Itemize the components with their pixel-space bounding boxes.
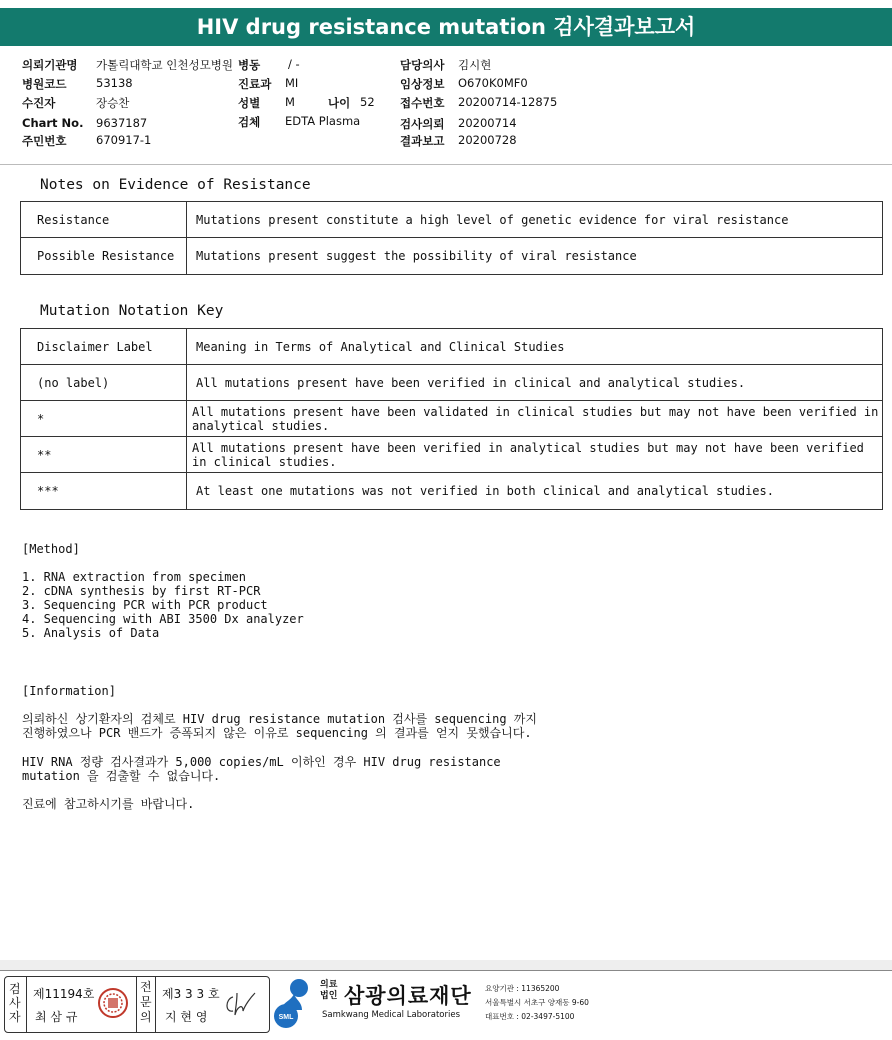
receipt-value: 20200714-12875 — [458, 95, 558, 109]
org-phone: 대표번호 : 02-3497-5100 — [485, 1012, 575, 1021]
notes-row-text: Mutations present constitute a high level of genetic evidence for viral resistance — [187, 202, 883, 238]
key-row-text: All mutations present have been verified in analytical studies but may not have been verified in clinical studies. — [187, 437, 883, 473]
sex-label: 성별 — [238, 96, 261, 110]
specialist-license: 제3 3 3 호 — [162, 987, 220, 1001]
org-prefix-1: 의료 — [320, 980, 338, 990]
sex-value: M — [285, 95, 295, 109]
org-address: 서울특별시 서초구 양재동 9-60 — [485, 998, 589, 1007]
key-row-label: (no label) — [21, 365, 187, 401]
clinical-label: 임상정보 — [400, 77, 445, 91]
table-row — [21, 401, 883, 437]
notes-row-text: Mutations present suggest the possibility of viral resistance — [187, 238, 883, 275]
report-value: 20200728 — [458, 133, 517, 147]
patient-label: 수진자 — [22, 96, 56, 110]
chart-label: Chart No. — [22, 116, 84, 130]
information-heading: [Information] — [22, 684, 116, 698]
key-row-label: ** — [21, 437, 187, 473]
org-prefix-2: 법인 — [320, 991, 338, 1001]
receipt-label: 접수번호 — [400, 96, 445, 110]
table-row — [21, 329, 883, 365]
sml-logo-icon — [272, 976, 316, 1036]
notes-title: Notes on Evidence of Resistance — [40, 177, 311, 193]
notes-row-label: Resistance — [21, 202, 187, 238]
table-row — [21, 437, 883, 473]
key-row-text: All mutations present have been validated in clinical studies but may not have been verified in analytical studies. — [187, 401, 883, 437]
hospital-value: 가톨릭대학교 인천성모병원 — [96, 58, 233, 72]
notes-table — [20, 201, 883, 275]
notes-row-label: Possible Resistance — [21, 238, 187, 275]
logo-text: SML — [278, 1014, 294, 1021]
information-paragraph: 의뢰하신 상기환자의 검체로 HIV drug resistance mutation 검사를 sequencing 까지 진행하였으나 PCR 밴드가 증폭되지 않은 이유로 sequencing 의 결과를 얻지 못했습니다. — [22, 712, 537, 741]
examiner-label: 검사자 — [9, 982, 21, 1024]
code-label: 병원코드 — [22, 77, 67, 91]
ward-label: 병동 — [238, 58, 261, 72]
doctor-value: 김시현 — [458, 58, 492, 72]
seal-stamp — [97, 987, 129, 1019]
footer-divider — [0, 970, 892, 971]
key-row-label: * — [21, 401, 187, 437]
specialist-name: 지 현 영 — [165, 1010, 208, 1024]
examiner-license: 제11194호 — [33, 987, 95, 1001]
key-row-text: All mutations present have been verified in clinical and analytical studies. — [187, 365, 883, 401]
specimen-value: EDTA Plasma — [285, 114, 361, 128]
key-table — [20, 328, 883, 510]
code-value: 53138 — [96, 76, 133, 90]
id-label: 주민번호 — [22, 134, 67, 148]
method-item: 3. Sequencing PCR with PCR product — [22, 598, 268, 612]
ward-value: / - — [288, 57, 300, 71]
report-title: HIV drug resistance mutation 검사결과보고서 — [0, 8, 892, 46]
dept-label: 진료과 — [238, 77, 272, 91]
key-row-text: Meaning in Terms of Analytical and Clinical Studies — [187, 329, 883, 365]
org-name: 삼광의료재단 — [344, 984, 472, 1008]
patient-value: 장승찬 — [96, 96, 130, 110]
doctor-label: 담당의사 — [400, 58, 445, 72]
table-row — [21, 238, 883, 275]
dept-value: MI — [285, 76, 299, 90]
key-row-text: At least one mutations was not verified in both clinical and analytical studies. — [187, 473, 883, 510]
org-english-name: Samkwang Medical Laboratories — [322, 1010, 461, 1020]
footer-band — [0, 960, 892, 970]
method-item: 4. Sequencing with ABI 3500 Dx analyzer — [22, 612, 304, 626]
table-row — [21, 473, 883, 510]
request-value: 20200714 — [458, 116, 517, 130]
examiner-name: 최 삼 규 — [35, 1010, 78, 1024]
information-paragraph: HIV RNA 정량 검사결과가 5,000 copies/mL 이하인 경우 HIV drug resistance mutation 을 검출할 수 없습니다. — [22, 755, 501, 784]
report-label: 결과보고 — [400, 134, 445, 148]
specimen-label: 검체 — [238, 115, 261, 129]
key-title: Mutation Notation Key — [40, 303, 224, 319]
signature-icon — [223, 989, 261, 1023]
age-label: 나이 — [328, 96, 351, 110]
header-divider — [0, 164, 892, 165]
key-row-label: *** — [21, 473, 187, 510]
specialist-label: 전문의 — [140, 980, 152, 1024]
signature-box — [4, 976, 270, 1033]
age-value: 52 — [360, 95, 375, 109]
information-paragraph: 진료에 참고하시기를 바랍니다. — [22, 797, 195, 811]
table-row — [21, 202, 883, 238]
method-item: 5. Analysis of Data — [22, 626, 160, 640]
org-prefix — [320, 980, 337, 1002]
method-item: 1. RNA extraction from specimen — [22, 570, 246, 584]
method-item: 2. cDNA synthesis by first RT-PCR — [22, 584, 261, 598]
clinical-value: O670K0MF0 — [458, 76, 528, 90]
chart-value: 9637187 — [96, 116, 148, 130]
hospital-label: 의뢰기관명 — [22, 58, 78, 72]
method-heading: [Method] — [22, 542, 80, 556]
request-label: 검사의뢰 — [400, 117, 445, 131]
table-row — [21, 365, 883, 401]
id-value: 670917-1 — [96, 133, 152, 147]
org-code: 요양기관 : 11365200 — [485, 984, 560, 993]
key-row-label: Disclaimer Label — [21, 329, 187, 365]
